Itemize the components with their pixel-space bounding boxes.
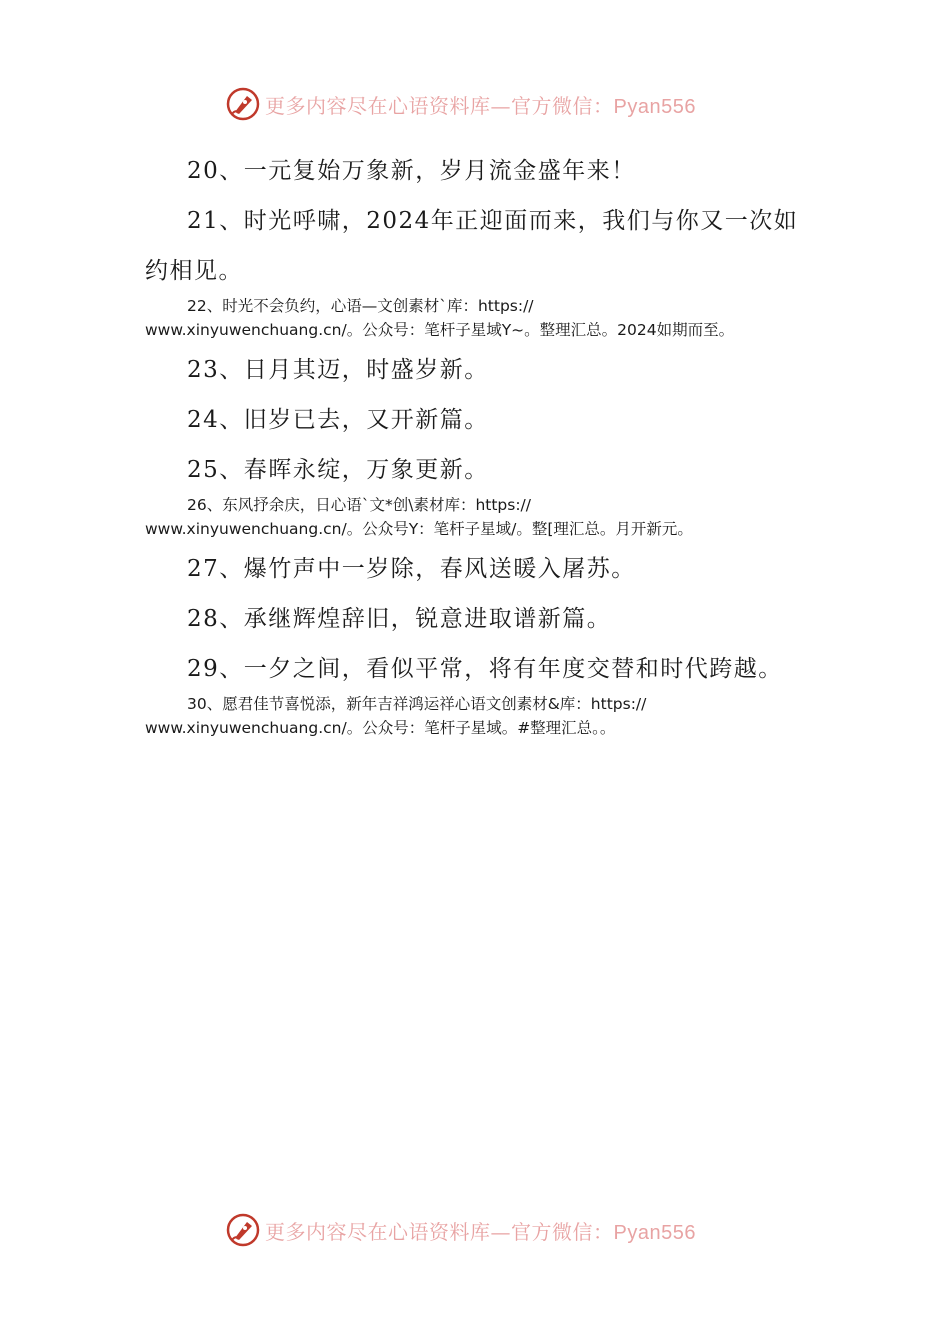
line-21-part1: 21、时光呼啸，2024年正迎面而来，我们与你又一次如: [187, 208, 799, 234]
line-26-part1: 26、东风抒余庆，日心语`文*创\素材库：https://: [187, 496, 532, 514]
header-wechat-id: Pyan556: [613, 95, 696, 118]
footer-text: [265, 1216, 696, 1245]
pen-nib-logo-icon: [226, 1213, 260, 1247]
line-29: 29、一夕之间，看似平常，将有年度交替和时代跨越。: [187, 656, 783, 682]
footer-banner: [226, 1210, 726, 1250]
header-text: [265, 90, 696, 119]
footer-label: 更多内容尽在心语资料库—官方微信：: [265, 1219, 614, 1244]
line-25: 25、春晖永绽，万象更新。: [187, 457, 489, 483]
line-22-part1: 22、时光不会负约，心语—文创素材`库：https://: [187, 297, 534, 315]
pen-nib-logo-icon: [226, 87, 260, 121]
line-23: 23、日月其迈，时盛岁新。: [187, 357, 489, 383]
line-27: 27、爆竹声中一岁除，春风送暖入屠苏。: [187, 556, 636, 582]
line-26-part2: www.xinyuwenchuang.cn/。公众号Y：笔杆子星域/。整[理汇总。月开新元。: [145, 520, 693, 538]
line-30-part1: 30、愿君佳节喜悦添，新年吉祥鸿运祥心语文创素材&库：https://: [187, 695, 647, 713]
footer-wechat-id: Pyan556: [613, 1221, 696, 1244]
line-28: 28、承继辉煌辞旧，锐意进取谱新篇。: [187, 606, 612, 632]
line-22-part2: www.xinyuwenchuang.cn/。公众号：笔杆子星域Y~。整理汇总。2024如期而至。: [145, 321, 735, 339]
line-24: 24、旧岁已去，又开新篇。: [187, 407, 489, 433]
line-21-part2: 约相见。: [145, 258, 243, 284]
line-20: 20、一元复始万象新，岁月流金盛年来！: [187, 158, 636, 184]
header-label: 更多内容尽在心语资料库—官方微信：: [265, 93, 614, 118]
line-30-part2: www.xinyuwenchuang.cn/。公众号：笔杆子星域。#整理汇总。。: [145, 719, 616, 737]
header-banner: [226, 84, 726, 124]
